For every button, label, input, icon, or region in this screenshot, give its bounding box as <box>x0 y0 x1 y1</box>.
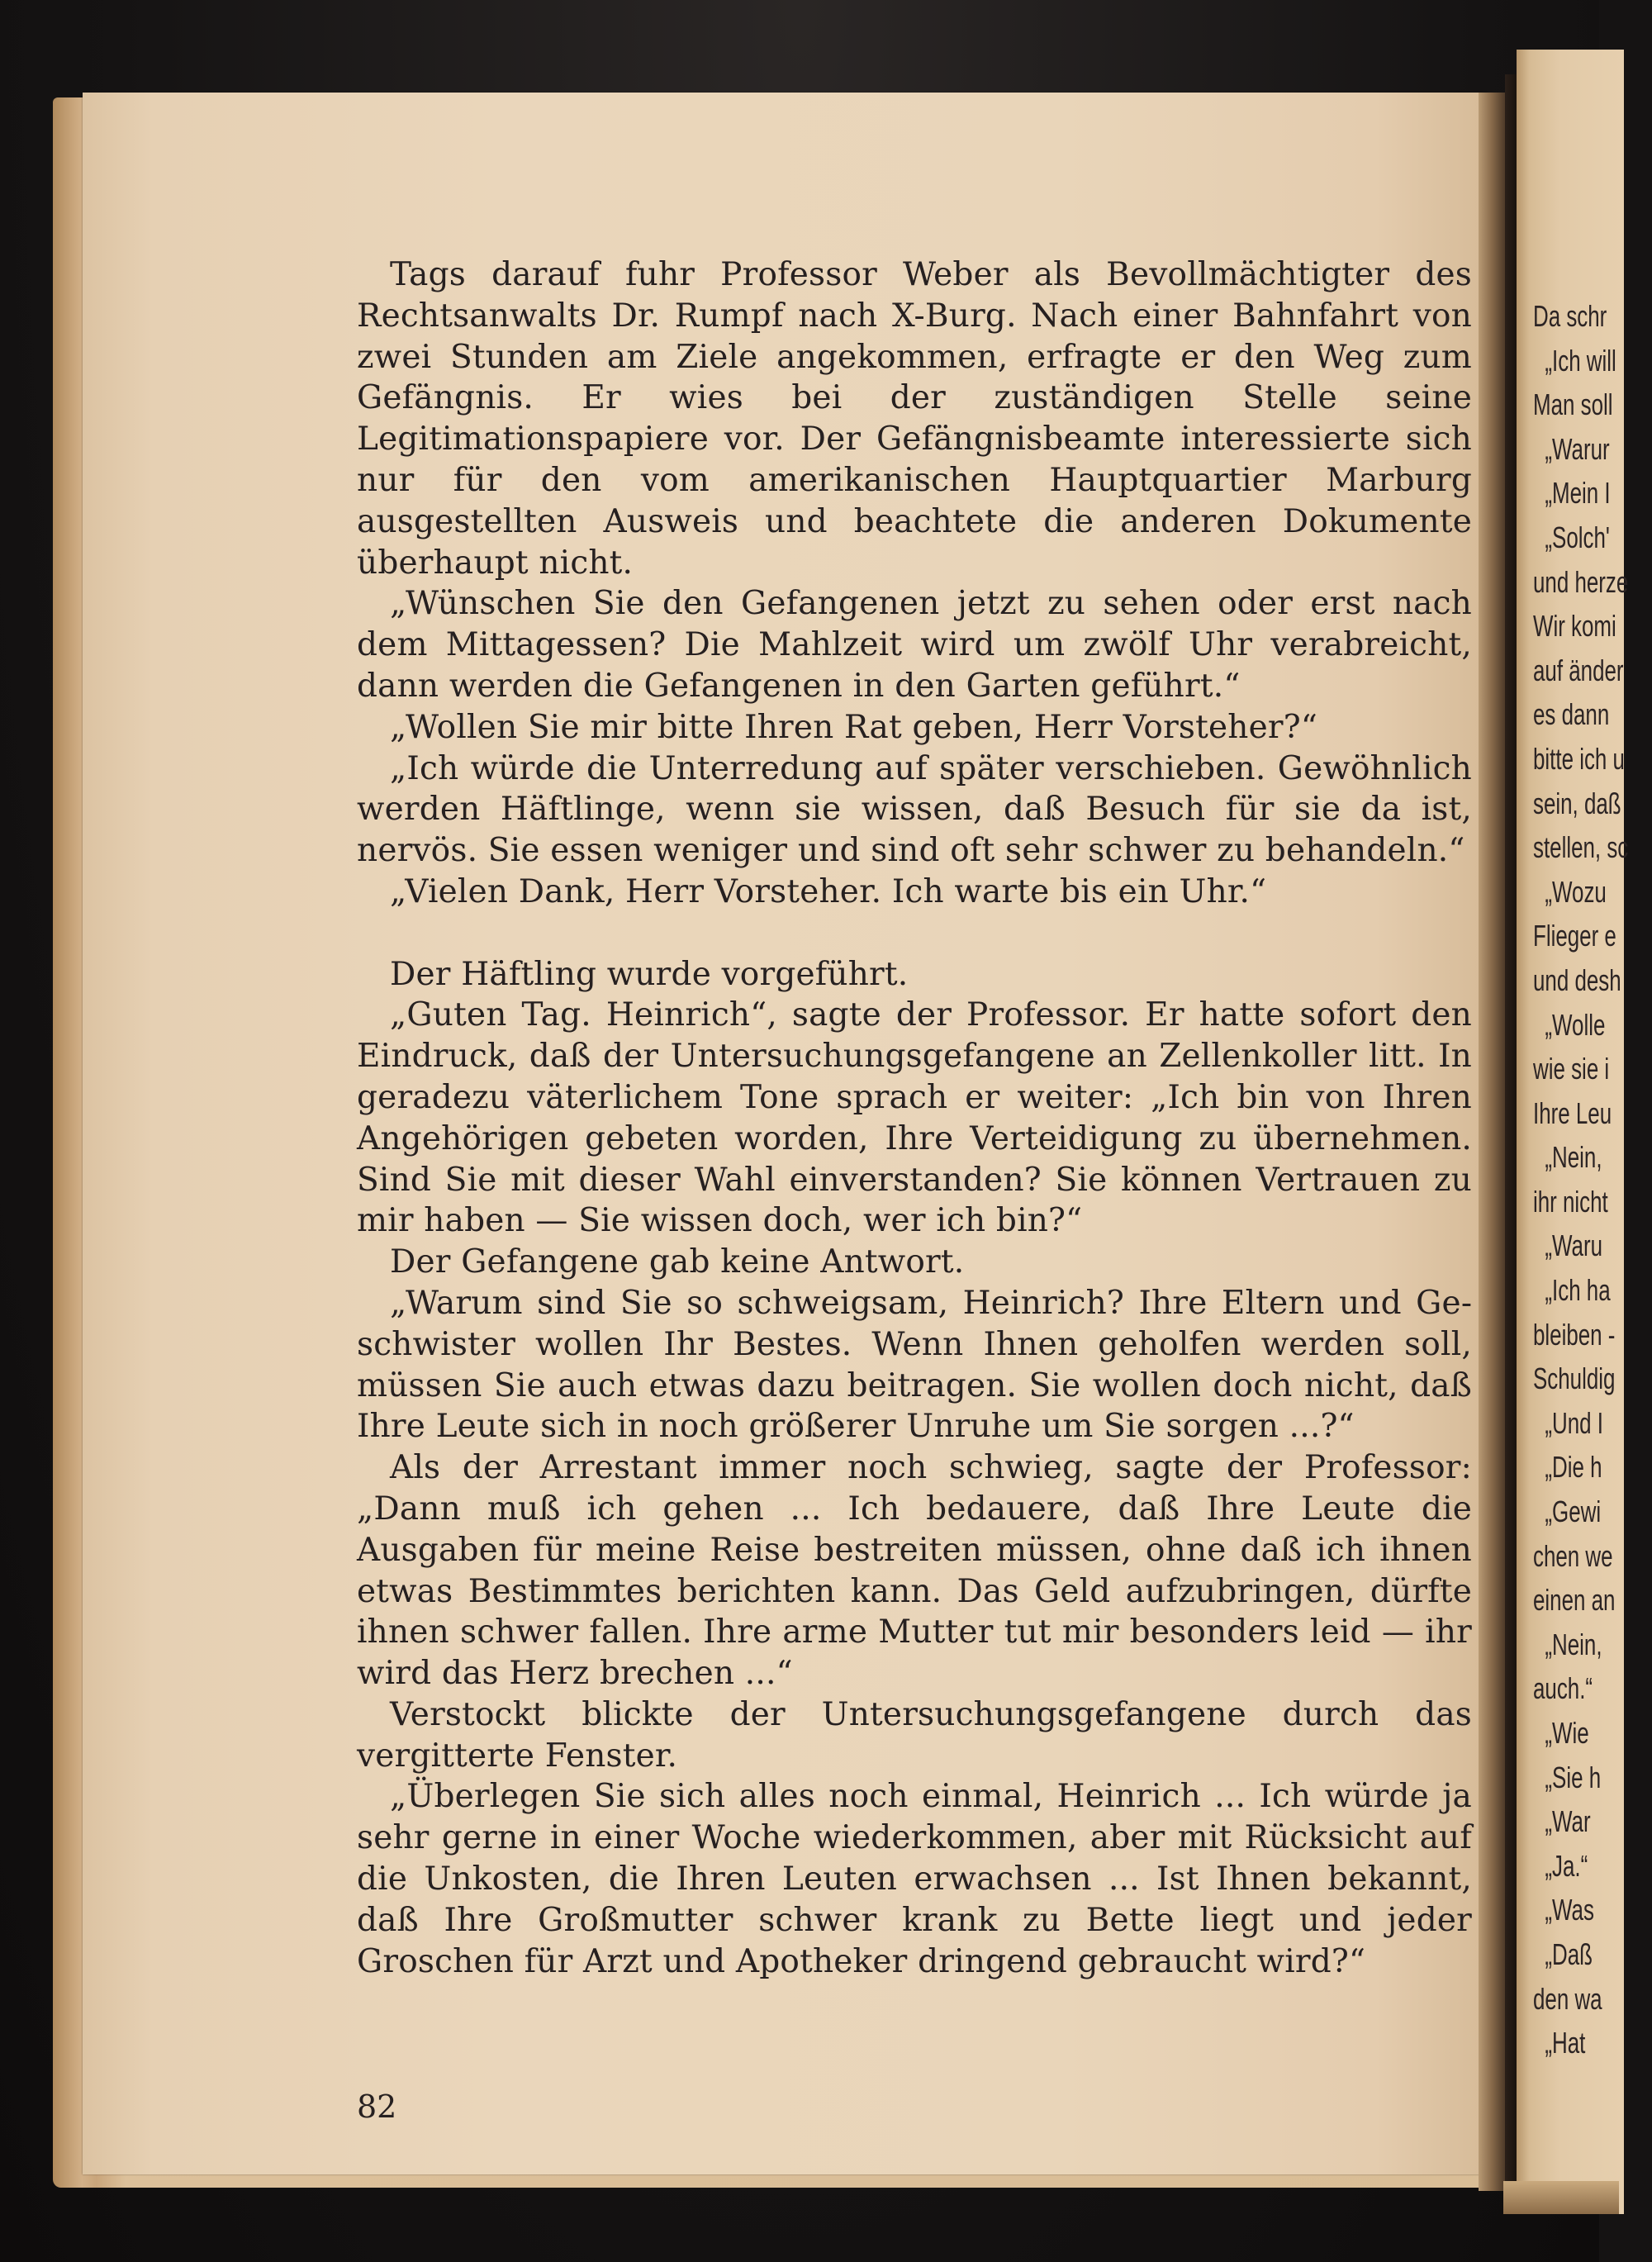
facing-page-line: „Wozu <box>1545 874 1607 909</box>
facing-page-line: ihr nicht <box>1533 1184 1608 1219</box>
facing-page-edges <box>1503 2181 1619 2214</box>
facing-page-line: „Solch' <box>1545 520 1610 554</box>
paragraph: „Wollen Sie mir bitte Ihren Rat geben, Herr Vorsteher?“ <box>390 708 1317 746</box>
facing-page-line: „Warur <box>1545 431 1610 466</box>
facing-page-line: Schuldig <box>1533 1361 1616 1396</box>
facing-page-line: „Sie h <box>1545 1760 1602 1794</box>
facing-page-line: „Daß <box>1545 1936 1593 1971</box>
paragraph: Tags darauf fuhr Professor Weber als Bevollmächtigter des Rechtsanwalts Dr. Rumpf nach X-Burg. Nach einer Bahnfahrt von zwei Stunden am Ziele angekommen, erfragte er den Weg zum Gefängnis. Er wies bei der zuständigen Stelle seine Legitimationspapiere vor. Der Gefängnisbeamte interessierte sich nur für den vom amerikanischen Hauptquartier Marburg ausgestellten Ausweis und beachtete die anderen Dokumente überhaupt nicht. <box>357 256 1472 582</box>
facing-page-text <box>1533 294 1652 2065</box>
facing-page-line: den wa <box>1533 1981 1602 2016</box>
facing-page-line: auch.“ <box>1533 1671 1593 1706</box>
facing-page-line: bitte ich u <box>1533 741 1625 776</box>
facing-page-line: Man soll <box>1533 387 1613 422</box>
paragraph: Der Häftling wurde vorgeführt. <box>390 955 909 993</box>
paragraph: Verstockt blickte der Untersuchungsgefangene durch das vergitterte Fenster. <box>357 1695 1472 1775</box>
facing-page-line: chen we <box>1533 1538 1613 1573</box>
facing-page-line: es dann <box>1533 697 1610 732</box>
page-number: 82 <box>357 2089 397 2125</box>
facing-page-line: „Und I <box>1545 1405 1603 1440</box>
paragraph: „Ich würde die Unterredung auf später verschieben. Gewöhnlich werden Häftlinge, wenn sie wissen, daß Besuch für sie da ist, nervös. Sie essen weniger und sind oft sehr schwer zu behandeln.“ <box>357 749 1472 870</box>
facing-page-line: „Wie <box>1545 1716 1589 1750</box>
paragraph: „Warum sind Sie so schweigsam, Heinrich? Ihre Eltern und Geschwister wollen Ihr Bestes. Wenn Ihnen geholfen werden soll, müssen Sie auch etwas dazu beitragen. Sie wollen doch nicht, daß Ihre Leute sich in noch größerer Unruhe um Sie sorgen ...?“ <box>357 1284 1472 1446</box>
facing-page-line: Da schr <box>1533 299 1607 333</box>
facing-page-line: „War <box>1545 1804 1591 1839</box>
facing-page-line: auf änder <box>1533 653 1624 687</box>
facing-page-line: „Wolle <box>1545 1007 1606 1042</box>
facing-page-line: „Nein, <box>1545 1627 1602 1661</box>
paragraph: „Vielen Dank, Herr Vorsteher. Ich warte bis ein Uhr.“ <box>390 872 1267 910</box>
facing-page-line: „Hat <box>1545 2026 1586 2060</box>
paragraph: Als der Arrestant immer noch schwieg, sagte der Professor: „Dann muß ich gehen ... Ich bedauere, daß Ihre Leute die Ausgaben für meine Reise bestreiten müssen, ohne daß ich ihnen etwas Bestimmtes berichten kann. Das Geld aufzubringen, dürfte ihnen schwer fallen. Ihre arme Mutter tut mir besonders leid — ihr wird das Herz brechen ...“ <box>357 1449 1472 1693</box>
facing-page-line: „Nein, <box>1545 1140 1602 1175</box>
facing-page-line: und desh <box>1533 962 1621 997</box>
paragraph: Der Gefangene gab keine Antwort. <box>390 1243 965 1281</box>
facing-page-line: „Ich will <box>1545 343 1616 378</box>
paragraph: „Überlegen Sie sich alles noch einmal, Heinrich ... Ich würde ja sehr gerne in einer Woche wiederkommen, aber mit Rücksicht auf die Unkosten, die Ihren Leuten erwachsen ... Ist Ihnen bekannt, daß Ihre Großmutter schwer krank zu Bette liegt und jeder Groschen für Arzt und Apotheker dringend gebraucht wird?“ <box>357 1778 1472 1980</box>
facing-page-line: Wir komi <box>1533 609 1616 644</box>
facing-page-line: „Was <box>1545 1893 1594 1927</box>
facing-page-line: stellen, sc <box>1533 830 1629 865</box>
facing-page-line: „Ja.“ <box>1545 1848 1588 1883</box>
facing-page-line: „Die h <box>1545 1450 1602 1485</box>
facing-page-line: Ihre Leu <box>1533 1095 1612 1130</box>
facing-page-line: „Mein I <box>1545 476 1611 511</box>
facing-page-line: einen an <box>1533 1583 1616 1618</box>
page-text <box>357 254 1472 1982</box>
paragraph: „Guten Tag. Heinrich“, sagte der Professor. Er hatte sofort den Eindruck, daß der Untersuchungsgefangene an Zellenkoller litt. In geradezu väterlichem Tone sprach er weiter: „Ich bin von Ihren Angehörigen gebeten worden, Ihre Verteidigung zu übernehmen. Sind Sie mit dieser Wahl einverstanden? Sie können Vertrauen zu mir haben — Sie wissen doch, wer ich bin?“ <box>357 996 1472 1240</box>
facing-page-line: „Waru <box>1545 1228 1603 1263</box>
facing-page-line: wie sie i <box>1533 1052 1610 1086</box>
facing-page-line: sein, daß <box>1533 786 1621 820</box>
facing-page-line: „Ich ha <box>1545 1273 1611 1308</box>
facing-page-line: Flieger e <box>1533 919 1616 953</box>
facing-page-line: und herze <box>1533 564 1629 599</box>
facing-page <box>1517 50 1629 2214</box>
facing-page-line: bleiben - <box>1533 1317 1616 1352</box>
facing-page-line: „Gewi <box>1545 1495 1602 1529</box>
paragraph: „Wünschen Sie den Gefangenen jetzt zu sehen oder erst nach dem Mittagessen? Die Mahlzeit wird um zwölf Uhr verabreicht, dann werden die Gefangenen in den Garten geführt.“ <box>357 585 1472 705</box>
